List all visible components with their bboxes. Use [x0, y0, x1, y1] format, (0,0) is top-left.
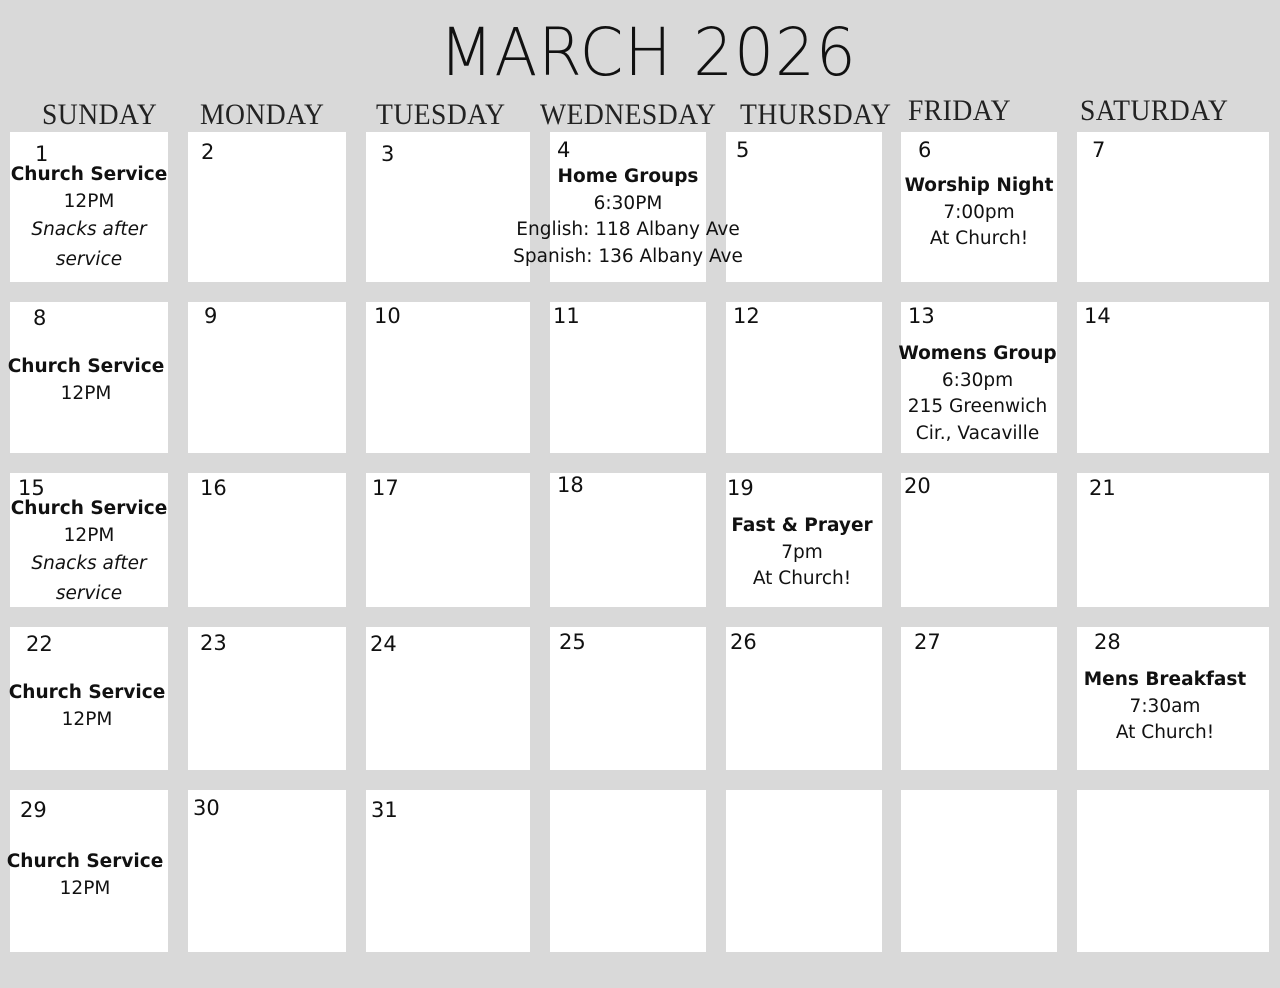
day-number: 18 [557, 473, 584, 497]
event-time: 12PM [61, 708, 113, 730]
day-number: 5 [736, 138, 750, 162]
day-number: 20 [904, 474, 931, 498]
weekday-monday: MONDAY [200, 98, 325, 131]
event-note: service [55, 248, 123, 270]
day-cell[interactable] [188, 132, 346, 282]
event-title: Church Service [7, 356, 165, 377]
day-cell[interactable] [1077, 132, 1269, 282]
day-number: 17 [372, 476, 399, 500]
day-number: 10 [374, 304, 401, 328]
day-number: 6 [918, 138, 932, 162]
event-time: 7:30am [1129, 695, 1201, 717]
day-cell[interactable] [10, 627, 168, 770]
event-location: At Church! [1115, 722, 1215, 743]
event-title: Home Groups [557, 166, 699, 187]
event-location: Cir., Vacaville [915, 422, 1040, 444]
day-cell[interactable] [550, 627, 706, 770]
event-title: Womens Group [898, 343, 1057, 364]
event-time: 6:30pm [941, 369, 1014, 391]
day-cell[interactable] [10, 473, 168, 607]
day-number: 28 [1094, 630, 1121, 654]
day-number: 23 [200, 631, 227, 655]
event-title: Church Service [8, 682, 166, 703]
event-church-service[interactable] [4, 354, 168, 407]
weekday-saturday: SATURDAY [1080, 94, 1229, 127]
day-number: 25 [559, 630, 586, 654]
day-cell[interactable] [901, 790, 1057, 952]
event-note: Snacks after [31, 219, 147, 240]
day-number: 26 [730, 630, 757, 654]
day-cell[interactable] [550, 790, 706, 952]
event-note: Snacks after [31, 553, 147, 574]
day-number: 21 [1089, 476, 1116, 500]
day-cell[interactable] [726, 302, 882, 453]
day-cell[interactable] [366, 302, 530, 453]
day-number: 22 [26, 632, 53, 656]
day-cell[interactable] [1077, 473, 1269, 607]
event-location: Spanish: 136 Albany Ave [513, 245, 743, 267]
day-cell[interactable] [366, 627, 530, 770]
event-time: 7:00pm [943, 201, 1015, 223]
event-title: Fast & Prayer [731, 515, 873, 536]
day-number: 27 [914, 630, 941, 654]
day-number: 31 [371, 798, 398, 822]
day-number: 8 [33, 306, 47, 330]
event-worship-night[interactable] [901, 173, 1057, 253]
day-cell[interactable] [1077, 790, 1269, 952]
day-number: 11 [553, 304, 580, 328]
day-number: 7 [1092, 138, 1106, 162]
day-cell[interactable] [1077, 302, 1269, 453]
event-home-groups[interactable] [490, 164, 766, 270]
event-time: 12PM [60, 382, 112, 404]
weekday-thursday: THURSDAY [740, 98, 892, 131]
day-cell[interactable] [1077, 627, 1269, 770]
event-church-service[interactable] [10, 162, 168, 274]
event-church-service[interactable] [10, 496, 168, 608]
event-church-service[interactable] [6, 680, 168, 733]
day-cell[interactable] [901, 132, 1057, 282]
day-number: 2 [201, 140, 215, 164]
event-mens-breakfast[interactable] [1061, 667, 1269, 747]
day-number: 12 [733, 304, 760, 328]
day-number: 3 [381, 142, 395, 166]
day-cell[interactable] [898, 302, 1057, 453]
event-womens-group[interactable] [898, 341, 1057, 447]
day-cell[interactable] [901, 627, 1057, 770]
day-cell[interactable] [188, 473, 346, 607]
event-church-service[interactable] [2, 849, 168, 902]
event-time: 12PM [63, 524, 115, 546]
event-location: English: 118 Albany Ave [516, 219, 740, 240]
event-title: Worship Night [904, 175, 1054, 196]
weekday-tuesday: TUESDAY [376, 98, 506, 131]
weekday-friday: FRIDAY [908, 94, 1011, 127]
day-cell[interactable] [188, 627, 346, 770]
event-time: 12PM [63, 190, 115, 212]
day-number: 1 [35, 142, 49, 166]
event-location: At Church! [752, 568, 852, 589]
day-cell[interactable] [188, 790, 346, 952]
day-cell[interactable] [550, 473, 706, 607]
event-time: 7pm [781, 541, 823, 563]
day-number: 14 [1084, 304, 1111, 328]
day-number: 4 [557, 138, 571, 162]
day-cell[interactable] [366, 473, 530, 607]
day-cell[interactable] [10, 132, 168, 282]
event-title: Church Service [6, 851, 164, 872]
day-number: 9 [204, 304, 218, 328]
event-title: Church Service [10, 498, 168, 519]
day-number: 16 [200, 476, 227, 500]
calendar-title: MARCH 2026 [439, 14, 857, 91]
event-location: At Church! [929, 228, 1029, 249]
day-number: 15 [18, 476, 45, 500]
weekday-wednesday: WEDNESDAY [540, 98, 717, 131]
event-title: Mens Breakfast [1083, 669, 1247, 690]
day-number: 13 [908, 304, 935, 328]
day-number: 19 [727, 476, 754, 500]
day-cell[interactable] [6, 790, 168, 952]
day-cell[interactable] [901, 473, 1057, 607]
weekday-sunday: SUNDAY [42, 98, 158, 131]
day-number: 30 [193, 796, 220, 820]
day-cell[interactable] [726, 473, 882, 607]
day-cell[interactable] [366, 790, 530, 952]
day-cell[interactable] [726, 790, 882, 952]
event-fast-and-prayer[interactable] [722, 513, 882, 593]
day-cell[interactable] [550, 302, 706, 453]
day-number: 29 [20, 798, 47, 822]
event-time: 6:30PM [593, 192, 663, 214]
day-number: 24 [370, 632, 397, 656]
event-title: Church Service [10, 164, 168, 185]
event-note: service [55, 582, 123, 604]
day-cell[interactable] [726, 627, 882, 770]
day-cell[interactable] [7, 302, 168, 453]
event-time: 12PM [59, 877, 111, 899]
event-location: 215 Greenwich [907, 396, 1048, 417]
day-cell[interactable] [188, 302, 346, 453]
